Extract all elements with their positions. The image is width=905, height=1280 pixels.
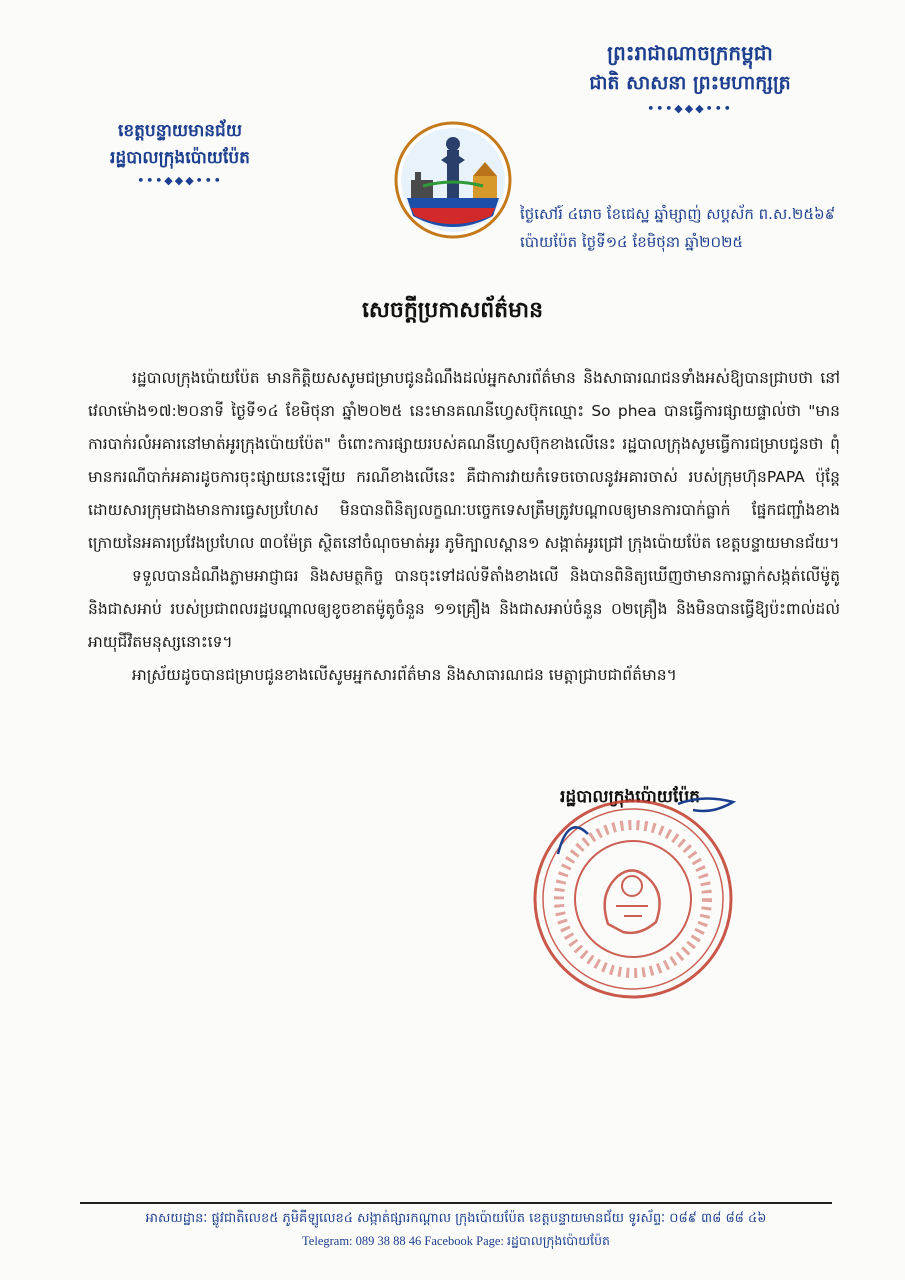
lunar-date: ថ្ងៃសៅរ៍ ៤រោច ខែជេស្ឋ ឆ្នាំម្សាញ់ សប្តស័ក ព.ស.២៥៦៩ xyxy=(520,205,836,223)
paragraph-2: ទទួលបានដំណឹងភ្លាមអាជ្ញាធរ និងសមត្ថកិច្ច បានចុះទៅដល់ទីតាំងខាងលើ និងបានពិនិត្យឃើញថាមានការធ្លាក់សង្កត់លើម៉ូតូ និងជាសអាប់ របស់ប្រជាពលរដ្ឋបណ្តាលឲ្យខូចខាតម៉ូតូចំនួន ១១គ្រឿង និងជាសអាប់ចំនួន ០២គ្រឿង និងមិនបានធ្វើឱ្យប៉ះពាល់ដល់អាយុជីវិតមនុស្សនោះទេ។ xyxy=(88,567,840,651)
ornament-divider-icon: •••◆◆◆••• xyxy=(137,174,223,187)
national-motto: ជាតិ សាសនា ព្រះមហាក្សត្រ xyxy=(589,72,791,94)
footer-address: អាសយដ្ឋានៈ ផ្លូវជាតិលេខ៥ ភូមិគីឡូលេខ៤ សង្កាត់ផ្សារកណ្តាល ក្រុងប៉ោយប៉ែត ខេត្តបន្ទាយមានជ័យ ទូរស័ព្ទៈ ០៨៩ ៣៨ ៨៨ ៤៦ xyxy=(145,1211,767,1226)
footer-divider xyxy=(80,1202,832,1204)
kingdom-name: ព្រះរាជាណាចក្រកម្ពុជា xyxy=(607,41,773,65)
date-block xyxy=(520,200,880,256)
document-title: សេចក្តីប្រកាសព័ត៌មាន xyxy=(361,298,544,323)
footer-contact: Telegram: 089 38 88 46 Facebook Page: រដ្ឋបាលក្រុងប៉ោយប៉ែត xyxy=(302,1234,610,1248)
administration-name: រដ្ឋបាលក្រុងប៉ោយប៉ែត xyxy=(110,148,250,168)
paragraph-1: រដ្ឋបាលក្រុងប៉ោយប៉ែត មានកិត្តិយសសូមជម្រាបជូនដំណឹងដល់អ្នកសារព័ត៌មាន និងសាធារណជនទាំងអស់ឱ្យបានជ្រាបថា នៅវេលាម៉ោង១៧:២០នាទី ថ្ងៃទី១៤ ខែមិថុនា ឆ្នាំ២០២៥ នេះមានគណនីហ្វេសប៊ុកឈ្មោះ So phea បានធ្វើការផ្សាយផ្ទាល់ថា "មានការបាក់រលំអគារនៅមាត់អូរក្រុងប៉ោយប៉ែត" ចំពោះការផ្សាយរបស់គណនីហ្វេសប៊ុកខាងលើនេះ រដ្ឋបាលក្រុងសូមធ្វើការជម្រាបជូនថា ពុំមានករណីបាក់អគារដូចការចុះផ្សាយនេះឡើយ ករណីខាងលើនេះ គឺជាការវាយកំទេចចោលនូវអគារចាស់ របស់ក្រុមហ៊ុនPAPA ប៉ុន្តែដោយសារក្រុមជាងមានការធ្វេសប្រហែស មិនបានពិនិត្យលក្ខណៈបច្ចេកទេសត្រឹមត្រូវបណ្តាលឲ្យមានការបាក់ធ្លាក់ ផ្នែកជញ្ជាំងខាងក្រោយនៃអគារប្រវែងប្រហែល ៣០ម៉ែត្រ ស្ថិតនៅចំណុចមាត់អូរ ភូមិក្បាលស្ពាន១ សង្កាត់អូរជ្រៅ ក្រុងប៉ោយប៉ែត ខេត្តបន្ទាយមានជ័យ។ xyxy=(88,369,840,552)
ornament-divider-icon: •••◆◆◆••• xyxy=(647,102,733,115)
document-body xyxy=(88,362,840,692)
issuer-header xyxy=(60,118,300,187)
paragraph-3: អាស្រ័យដូចបានជម្រាបជូនខាងលើសូមអ្នកសារព័ត៌មាន និងសាធារណជន មេត្តាជ្រាបជាព័ត៌មាន។ xyxy=(132,666,677,684)
solar-date: ប៉ោយប៉ែត ថ្ងៃទី១៤ ខែមិថុនា ឆ្នាំ២០២៥ xyxy=(520,233,744,251)
city-logo-icon xyxy=(393,120,513,240)
province-name: ខេត្តបន្ទាយមានជ័យ xyxy=(117,121,243,141)
kingdom-header xyxy=(540,38,840,115)
signature-title: រដ្ឋបាលក្រុងប៉ោយប៉ែត xyxy=(560,787,700,807)
official-seal-icon xyxy=(528,794,738,1004)
